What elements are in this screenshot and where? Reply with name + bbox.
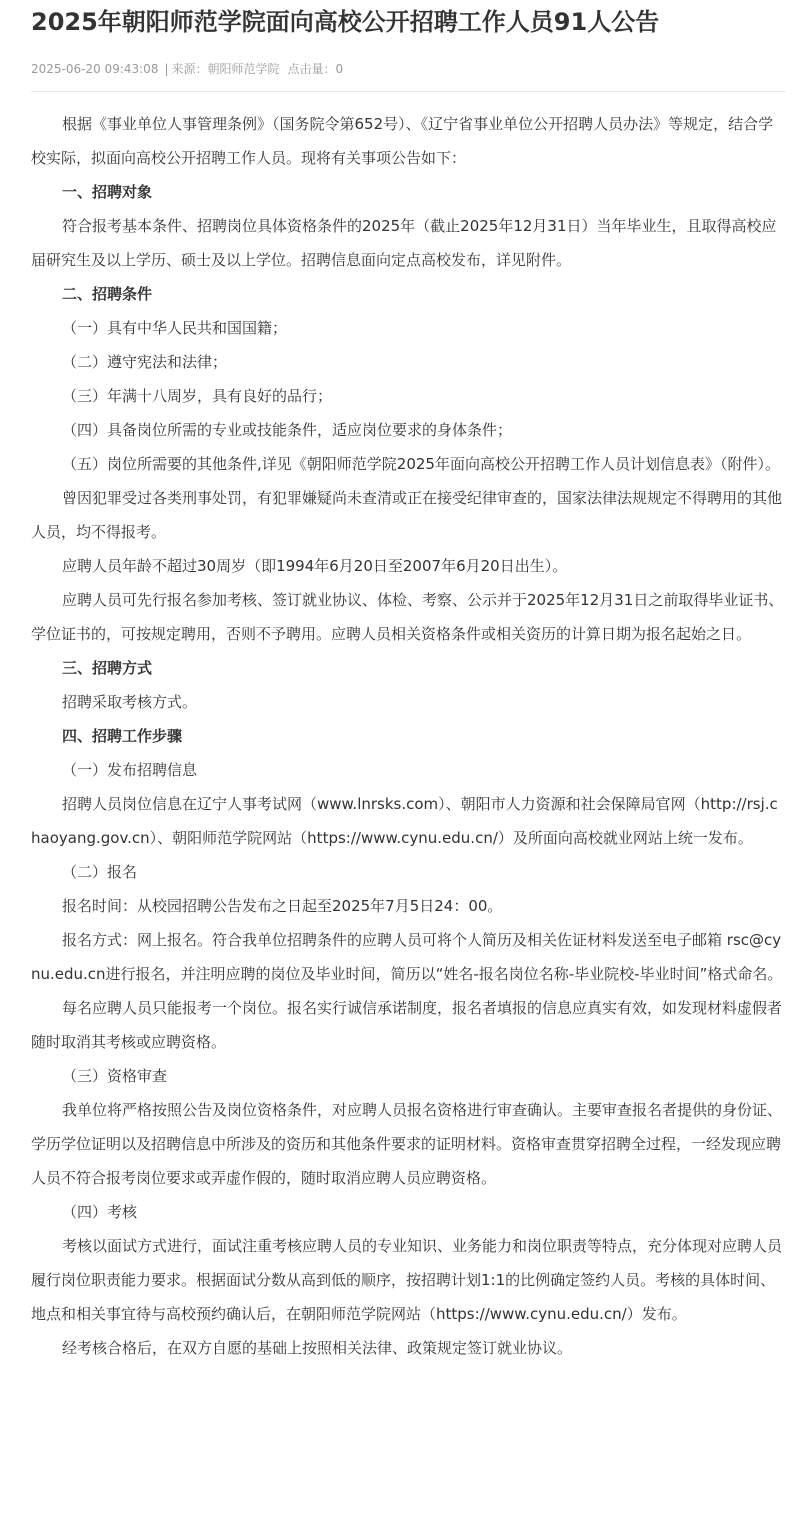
article-paragraph: 符合报考基本条件、招聘岗位具体资格条件的2025年（截止2025年12月31日）当年毕业生，且取得高校应届研究生及以上学历、硕士及以上学位。招聘信息面向定点高校发布，详见附件。 [31,217,777,269]
article-paragraph: 考核以面试方式进行，面试注重考核应聘人员的专业知识、业务能力和岗位职责等特点，充分体现对应聘人员履行岗位职责能力要求。根据面试分数从高到低的顺序，按招聘计划1:1的比例确定签约人员。考核的具体时间、地点和相关事宜待与高校预约确认后，在朝阳师范学院网站（https://www.cynu.edu.cn/）发布。 [31,1237,783,1323]
article-paragraph: （一）具有中华人民共和国国籍； [62,319,288,337]
article-paragraph: （五）岗位所需要的其他条件,详见《朝阳师范学院2025年面向高校公开招聘工作人员计划信息表》（附件）。 [62,455,780,473]
article-paragraph: 应聘人员年龄不超过30周岁（即1994年6月20日至2007年6月20日出生）。 [62,557,568,575]
article-paragraph: 经考核合格后，在双方自愿的基础上按照相关法律、政策规定签订就业协议。 [62,1339,573,1357]
section-heading: 一、招聘对象 [62,183,153,201]
article-paragraph: （一）发布招聘信息 [62,761,198,779]
source-name: 朝阳师范学院 [207,62,280,76]
meta-separator: | [164,62,169,76]
title-divider [31,91,786,92]
article-paragraph: 根据《事业单位人事管理条例》（国务院令第652号）、《辽宁省事业单位公开招聘人员办法》等规定，结合学校实际，拟面向高校公开招聘工作人员。现将有关事项公告如下： [31,115,774,167]
article-paragraph: （二）遵守宪法和法律； [62,353,228,371]
article-paragraph: （四）具备岗位所需的专业或技能条件，适应岗位要求的身体条件； [62,421,513,439]
article-paragraph: （二）报名 [62,863,138,881]
article-paragraph: （三）资格审查 [62,1067,168,1085]
article-meta [31,61,343,77]
section-heading: 二、招聘条件 [62,285,153,303]
article-title: 2025年朝阳师范学院面向高校公开招聘工作人员91人公告 [31,8,660,36]
article-body [31,107,786,1365]
article-paragraph: 每名应聘人员只能报考一个岗位。报名实行诚信承诺制度，报名者填报的信息应真实有效，如发现材料虚假者随时取消其考核或应聘资格。 [31,999,783,1051]
article-paragraph: 报名方式：网上报名。符合我单位招聘条件的应聘人员可将个人简历及相关佐证材料发送至电子邮箱 rsc@cynu.edu.cn进行报名，并注明应聘的岗位及毕业时间，简历以“姓名-报名岗位名称-毕业院校-毕业时间”格式命名。 [31,931,783,983]
section-heading: 四、招聘工作步骤 [62,727,183,745]
article-paragraph: 我单位将严格按照公告及岗位资格条件，对应聘人员报名资格进行审查确认。主要审查报名者提供的身份证、学历学位证明以及招聘信息中所涉及的资历和其他条件要求的证明材料。资格审查贯穿招聘全过程，一经发现应聘人员不符合报考岗位要求或弄虚作假的，随时取消应聘人员应聘资格。 [31,1101,783,1187]
article-paragraph: 招聘采取考核方式。 [62,693,198,711]
article-paragraph: （四）考核 [62,1203,138,1221]
section-heading: 三、招聘方式 [62,659,153,677]
article-paragraph: 应聘人员可先行报名参加考核、签订就业协议、体检、考察、公示并于2025年12月31日之前取得毕业证书、学位证书的，可按规定聘用，否则不予聘用。应聘人员相关资格条件或相关资历的计算日期为报名起始之日。 [31,591,784,643]
article-paragraph: 曾因犯罪受过各类刑事处罚，有犯罪嫌疑尚未查清或正在接受纪律审查的，国家法律法规规定不得聘用的其他人员，均不得报考。 [31,489,783,541]
click-count-label: 点击量： [287,62,336,76]
article-paragraph: 报名时间：从校园招聘公告发布之日起至2025年7月5日24：00。 [62,897,503,915]
publish-datetime: 2025-06-20 09:43:08 [31,62,159,76]
click-count: 0 [335,62,344,76]
article-paragraph: （三）年满十八周岁，具有良好的品行； [62,387,333,405]
article-paragraph: 招聘人员岗位信息在辽宁人事考试网（www.lnrsks.com）、朝阳市人力资源和社会保障局官网（http://rsj.chaoyang.gov.cn）、朝阳师范学院网站（https://www.cynu.edu.cn/）及所面向高校就业网站上统一发布。 [31,795,778,847]
source-label: 来源： [171,62,208,76]
